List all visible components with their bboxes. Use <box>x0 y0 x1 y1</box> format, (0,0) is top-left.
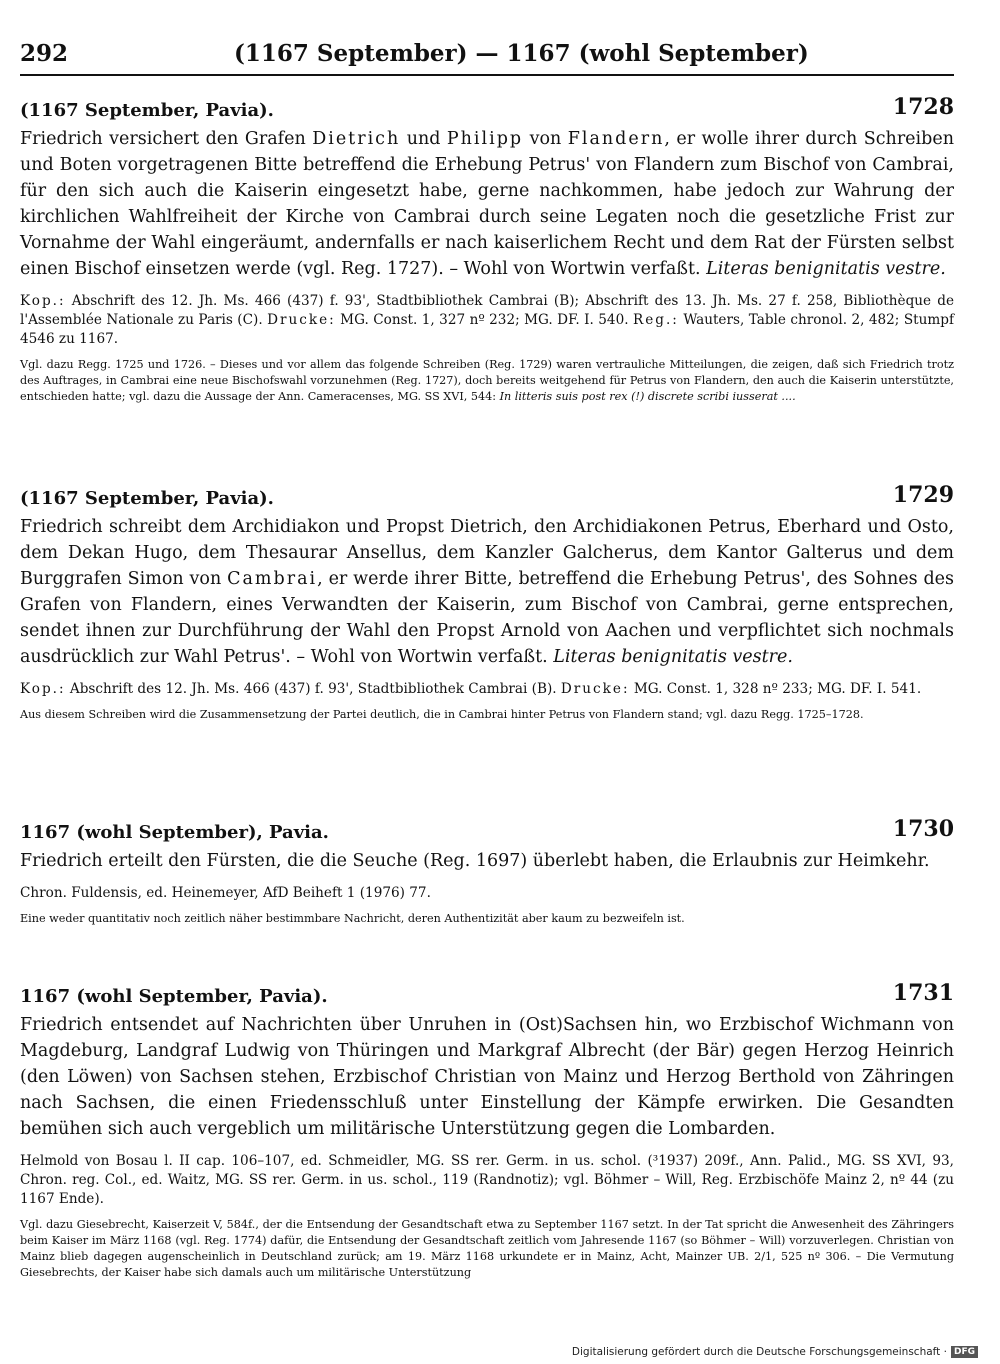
entry-text: Friedrich entsendet auf Nachrichten über Unruhen in (Ost)Sachsen hin, wo Erzbischof Wichmann von Magdeburg, Landgraf Ludwig von Thüringen und Markgraf Albrecht (der Bär) gegen Herzog Heinrich (den Löwen) von Sachsen stehen, Erzbischof Christian von Mainz und Herzog Berthold von Zähringen nach Sachsen, die einen Friedensschluß unter Einstellung der Kämpfe erwirken. Die Gesandten bemühen sich auch vergeblich um militärische Unterstützung gegen die Lombarden. <box>20 1015 954 1139</box>
entry-text: Friedrich versichert den Grafen Dietrich und Philipp von Flandern, er wolle ihrer durch Schreiben und Boten vorgetragenen Bitte betreffend die Erhebung Petrus' von Flandern zum Bischof von Cambrai, für den sich auch die Kaiserin eingesetzt habe, gerne nachkommen, habe jedoch zur Wahrung der kirchlichen Wahlfreiheit der Kirche von Cambrai durch seine Legaten noch die gesetzliche Frist zur Vornahme der Wahl eingeräumt, andernfalls er nach kaiserlichem Recht und dem Rat der Fürsten selbst einen Bischof einsetzen werde (vgl. Reg. 1727). – Wohl von Wortwin verfaßt. Literas benignitatis vestre. <box>20 129 954 279</box>
entry-sources: Chron. Fuldensis, ed. Heinemeyer, AfD Beiheft 1 (1976) 77. <box>20 885 431 901</box>
entry-date: (1167 September, Pavia). <box>20 100 274 121</box>
entry-text: Friedrich schreibt dem Archidiakon und Propst Dietrich, den Archidiakonen Petrus, Eberhard und Osto, dem Dekan Hugo, dem Thesaurar Ansellus, dem Kanzler Galcherus, dem Kantor Galterus und dem Burggrafen Simon von Cambrai, er werde ihrer Bitte, betreffend die Erhebung Petrus', des Sohnes des Grafen von Flandern, eines Verwandten der Kaiserin, zum Bischof von Cambrai, gerne entsprechen, sendet ihnen zur Durchführung der Wahl den Propst Arnold von Aachen und verpflichtet sich nochmals ausdrücklich zur Wahl Petrus'. – Wohl von Wortwin verfaßt. Literas benignitatis vestre. <box>20 517 954 667</box>
entry-heading <box>20 816 954 848</box>
entry-heading <box>20 980 954 1012</box>
entry-note: Vgl. dazu Regg. 1725 und 1726. – Dieses und vor allem das folgende Schreiben (Reg. 1729) waren vertrauliche Mitteilungen, die zeigen, daß sich Friedrich trotz des Auftrages, in Cambrai eine neue Bischofswahl vorzunehmen (Reg. 1727), doch bereits weitgehend für Petrus von Flandern, den auch die Kaiserin unterstützte, entschieden hatte; vgl. dazu die Aussage der Ann. Cameracenses, MG. SS XVI, 544: In litteris suis post rex (!) discrete scribi iusserat .... <box>20 358 954 403</box>
entry-note: Vgl. dazu Giesebrecht, Kaiserzeit V, 584f., der die Entsendung der Gesandtschaft etwa zu September 1167 setzt. In der Tat spricht die Anwesenheit des Zähringers beim Kaiser im März 1168 (vgl. Reg. 1774) dafür, die Entsendung der Gesandtschaft zeitlich vom Jahresende 1167 (so Böhmer – Will) vorzuverlegen. Christian von Mainz blieb dagegen augenscheinlich in Deutschland zurück; am 19. März 1168 urkundete er in Mainz, Acht, Mainzer UB. 2/1, 525 nº 306. – Die Vermutung Giesebrechts, der Kaiser habe sich damals auch um militärische Unterstützung <box>20 1218 954 1279</box>
regest-entry-1729 <box>20 482 954 723</box>
page-header <box>20 34 954 76</box>
entry-sources: Helmold von Bosau l. II cap. 106–107, ed. Schmeidler, MG. SS rer. Germ. in us. schol. (³1937) 209f., Ann. Palid., MG. SS XVI, 93, Chron. reg. Col., ed. Waitz, MG. SS rer. Germ. in us. schol., 119 (Randnotiz); vgl. Böhmer – Will, Reg. Erzbischöfe Mainz 2, nº 44 (zu 1167 Ende). <box>20 1153 954 1207</box>
entry-number: 1731 <box>892 980 954 1006</box>
entry-date: 1167 (wohl September), Pavia. <box>20 822 329 843</box>
page-number: 292 <box>20 40 69 67</box>
regest-entry-1731 <box>20 980 954 1281</box>
entry-note: Aus diesem Schreiben wird die Zusammensetzung der Partei deutlich, die in Cambrai hinter Petrus von Flandern stand; vgl. dazu Regg. 1725–1728. <box>20 708 864 721</box>
entry-number: 1730 <box>892 816 954 842</box>
entry-sources: Kop.: Abschrift des 12. Jh. Ms. 466 (437) f. 93', Stadtbibliothek Cambrai (B); Abschrift des 13. Jh. Ms. 27 f. 258, Bibliothèque de l'Assemblée Nationale zu Paris (C). Drucke: MG. Const. 1, 327 nº 232; MG. DF. I. 540. Reg.: Wauters, Table chronol. 2, 482; Stumpf 4546 zu 1167. <box>20 293 954 347</box>
regest-entry-1730 <box>20 816 954 927</box>
entry-heading <box>20 482 954 514</box>
entry-number: 1729 <box>892 482 954 508</box>
entry-number: 1728 <box>892 94 954 120</box>
entry-text: Friedrich erteilt den Fürsten, die die Seuche (Reg. 1697) überlebt haben, die Erlaubnis zur Heimkehr. <box>20 851 930 871</box>
incipit: Literas benignitatis vestre. <box>706 259 946 279</box>
incipit: Literas benignitatis vestre. <box>553 647 793 667</box>
dfg-logo: DFG <box>951 1346 978 1358</box>
entry-sources: Kop.: Abschrift des 12. Jh. Ms. 466 (437) f. 93', Stadtbibliothek Cambrai (B). Drucke: MG. Const. 1, 328 nº 233; MG. DF. I. 541. <box>20 681 922 697</box>
entry-note: Eine weder quantitativ noch zeitlich näher bestimmbare Nachricht, deren Authentizität aber kaum zu bezweifeln ist. <box>20 912 685 925</box>
footer-credit: Digitalisierung gefördert durch die Deutsche Forschungsgemeinschaft · DFG <box>572 1346 978 1358</box>
regest-entry-1728 <box>20 94 954 405</box>
entry-heading <box>20 94 954 126</box>
footer-text: Digitalisierung gefördert durch die Deutsche Forschungsgemeinschaft <box>571 1346 941 1358</box>
entry-date: (1167 September, Pavia). <box>20 488 274 509</box>
entry-date: 1167 (wohl September, Pavia). <box>20 986 328 1007</box>
running-head: (1167 September) — 1167 (wohl September) <box>234 40 809 67</box>
